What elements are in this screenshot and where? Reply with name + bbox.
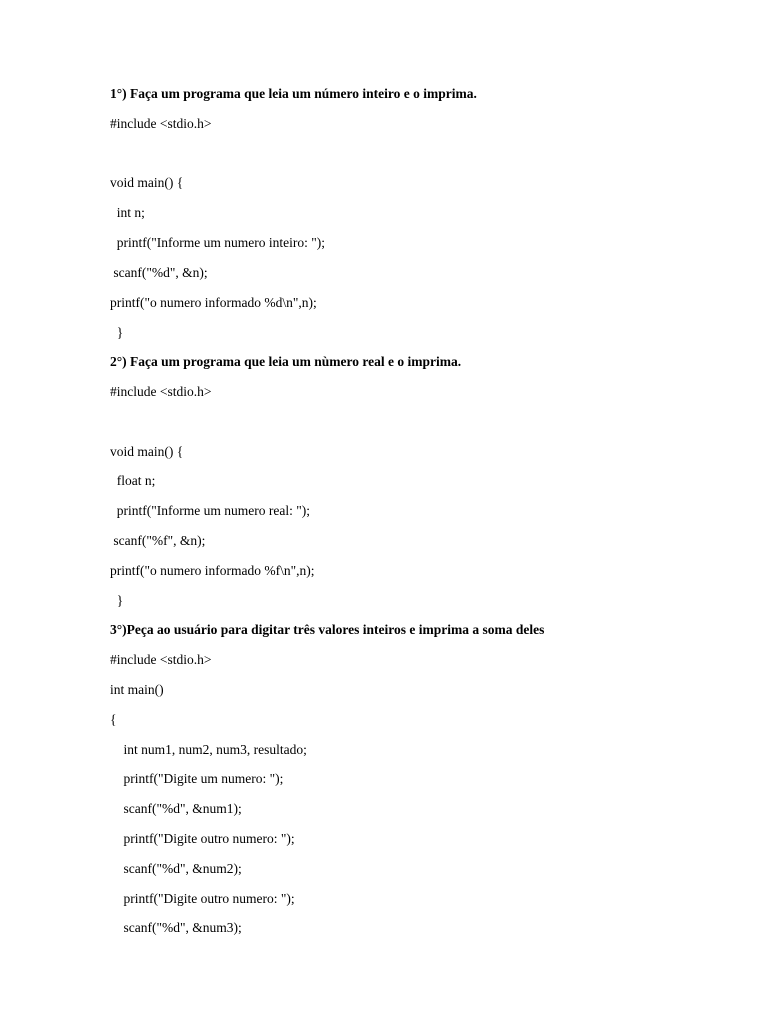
code-line: printf("o numero informado %d\n",n); bbox=[110, 295, 317, 310]
code-line: int num1, num2, num3, resultado; bbox=[110, 742, 307, 757]
code-line: printf("o numero informado %f\n",n); bbox=[110, 563, 315, 578]
section-2-heading: 2°) Faça um programa que leia um nùmero real e o imprima. bbox=[110, 354, 462, 369]
code-line: #include <stdio.h> bbox=[110, 652, 212, 667]
code-line: float n; bbox=[110, 473, 156, 488]
code-line: } bbox=[110, 325, 124, 340]
code-line: scanf("%f", &n); bbox=[110, 533, 206, 548]
code-line: printf("Informe um numero real: "); bbox=[110, 503, 310, 518]
code-line: printf("Informe um numero inteiro: "); bbox=[110, 235, 325, 250]
code-line: printf("Digite um numero: "); bbox=[110, 771, 284, 786]
section-1-heading: 1°) Faça um programa que leia um número inteiro e o imprima. bbox=[110, 86, 477, 101]
code-line: printf("Digite outro numero: "); bbox=[110, 891, 295, 906]
code-line: void main() { bbox=[110, 175, 184, 190]
code-line: void main() { bbox=[110, 444, 184, 459]
code-line: scanf("%d", &n); bbox=[110, 265, 208, 280]
code-line: #include <stdio.h> bbox=[110, 384, 212, 399]
code-line: } bbox=[110, 593, 124, 608]
code-line: #include <stdio.h> bbox=[110, 116, 212, 131]
code-line: scanf("%d", &num3); bbox=[110, 920, 242, 935]
code-line: int n; bbox=[110, 205, 145, 220]
code-line: int main() bbox=[110, 682, 164, 697]
code-line: scanf("%d", &num2); bbox=[110, 861, 242, 876]
section-3-heading: 3°)Peça ao usuário para digitar três valores inteiros e imprima a soma deles bbox=[110, 622, 545, 637]
code-line: scanf("%d", &num1); bbox=[110, 801, 242, 816]
code-line: { bbox=[110, 712, 117, 727]
code-line: printf("Digite outro numero: "); bbox=[110, 831, 295, 846]
